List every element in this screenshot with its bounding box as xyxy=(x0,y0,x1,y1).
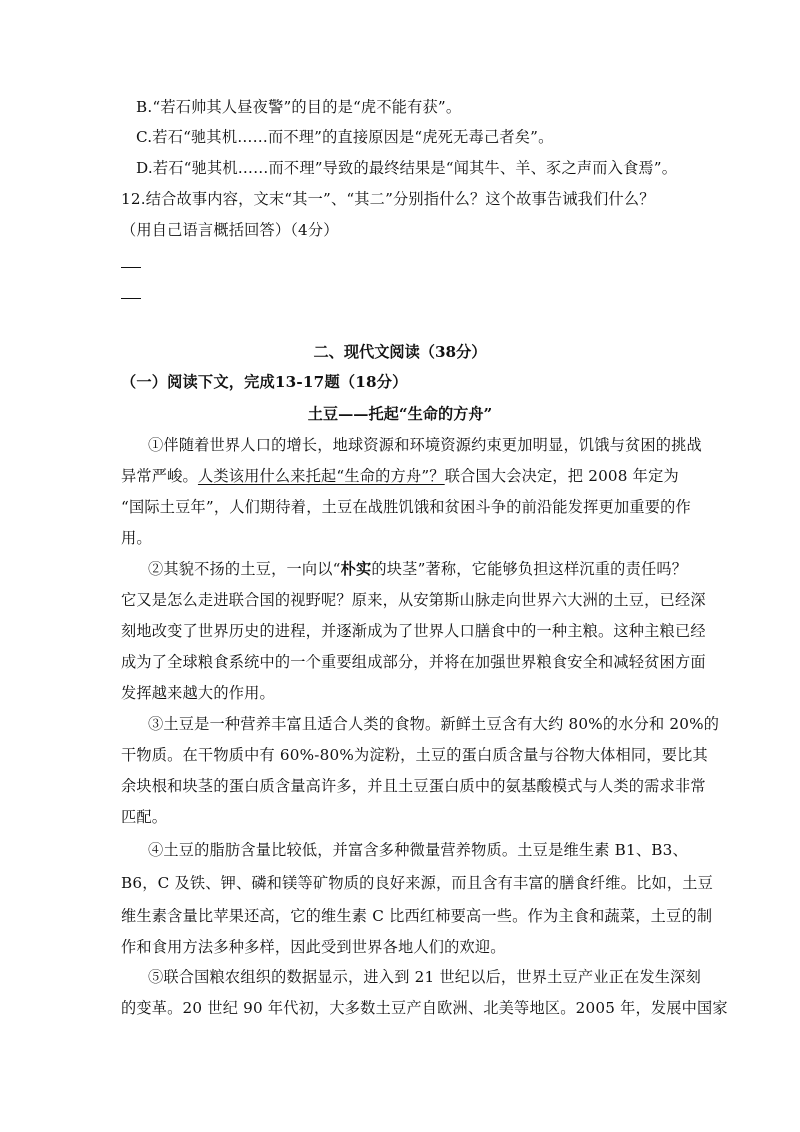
paragraph-4-line-3: 维生素含量比苹果还高，它的维生素 C 比西红柿要高一些。作为主食和蔬菜，土豆的制 xyxy=(121,907,713,925)
option-b: B.“若石帅其人昼夜警”的目的是“虎不能有获”。 xyxy=(136,98,462,116)
paragraph-2-line-1 xyxy=(148,562,687,577)
paragraph-3-line-2: 干物质。在干物质中有 60%-80%为淀粉，土豆的蛋白质含量与谷物大体相同，要比其 xyxy=(121,746,708,764)
paragraph-4-line-1: ④土豆的脂肪含量比较低，并富含多种微量营养物质。土豆是维生素 B1、B3、 xyxy=(148,841,688,859)
option-c: C.若石“驰其机……而不理”的直接原因是“虎死无毒己者矣”。 xyxy=(136,128,554,146)
paragraph-4-line-2: B6，C 及铁、钾、磷和镁等矿物质的良好来源，而且含有丰富的膳食纤维。比如，土豆 xyxy=(121,874,714,892)
bold-keyword: 朴实 xyxy=(340,560,372,578)
paragraph-1-line-3: “国际土豆年”，人们期待着，土豆在战胜饥饿和贫困斗争的前沿能发挥更加重要的作 xyxy=(121,498,691,516)
paragraph-1-text: 异常严峻。 xyxy=(121,467,198,485)
underlined-question: 人类该用什么来托起“生命的方舟”？ xyxy=(197,467,445,485)
paragraph-1-line-4: 用。 xyxy=(121,529,152,547)
paragraph-3-line-4: 匹配。 xyxy=(121,808,168,826)
answer-line-1 xyxy=(121,267,141,268)
option-d: D.若石“驰其机……而不理”导致的最终结果是“闻其牛、羊、豕之声而入食焉”。 xyxy=(136,159,678,177)
paragraph-1-line-1: ①伴随着世界人口的增长，地球资源和环境资源约束更加明显，饥饿与贫困的挑战 xyxy=(148,436,702,454)
paragraph-1-text: 联合国大会决定，把 2008 年定为 xyxy=(444,467,679,485)
section-subtitle: （一）阅读下文，完成13-17题（18分） xyxy=(121,373,408,391)
article-title: 土豆——托起“生命的方舟” xyxy=(307,405,493,423)
paragraph-2-line-4: 成为了全球粮食系统中的一个重要组成部分，并将在加强世界粮食安全和减轻贫困方面 xyxy=(121,653,706,671)
paragraph-2-line-3: 刻地改变了世界历史的进程，并逐渐成为了世界人口膳食中的一种主粮。这种主粮已经 xyxy=(121,622,706,640)
paragraph-5-line-1: ⑤联合国粮农组织的数据显示，进入到 21 世纪以后，世界土豆产业正在发生深刻 xyxy=(148,968,701,986)
question-12-line-2: （用自己语言概括回答）（4分） xyxy=(121,221,339,239)
paragraph-3-line-3: 余块根和块茎的蛋白质含量高许多，并且土豆蛋白质中的氨基酸模式与人类的需求非常 xyxy=(121,777,706,795)
paragraph-2-line-5: 发挥越来越大的作用。 xyxy=(121,684,275,702)
paragraph-2-line-2: 它又是怎么走进联合国的视野呢？原来，从安第斯山脉走向世界六大洲的土豆，已经深 xyxy=(121,591,706,609)
paragraph-2-text: 的块茎”著称，它能够负担这样沉重的责任吗？ xyxy=(371,560,688,578)
paragraph-3-line-1: ③土豆是一种营养丰富且适合人类的食物。新鲜土豆含有大约 80%的水分和 20%的 xyxy=(148,715,720,733)
section-title: 二、现代文阅读（38分） xyxy=(313,343,487,361)
paragraph-1-line-2 xyxy=(121,469,679,484)
question-12-line-1: 12.结合故事内容，文末“其一”、“其二”分别指什么？这个故事告诫我们什么？ xyxy=(121,190,655,208)
paragraph-5-line-2: 的变革。20 世纪 90 年代初，大多数土豆产自欧洲、北美等地区。2005 年，发展中国家 xyxy=(121,999,728,1017)
answer-line-2 xyxy=(121,298,141,299)
paragraph-2-text: ②其貌不扬的土豆，一向以“ xyxy=(148,560,341,578)
paragraph-4-line-4: 作和食用方法多种多样，因此受到世界各地人们的欢迎。 xyxy=(121,938,506,956)
